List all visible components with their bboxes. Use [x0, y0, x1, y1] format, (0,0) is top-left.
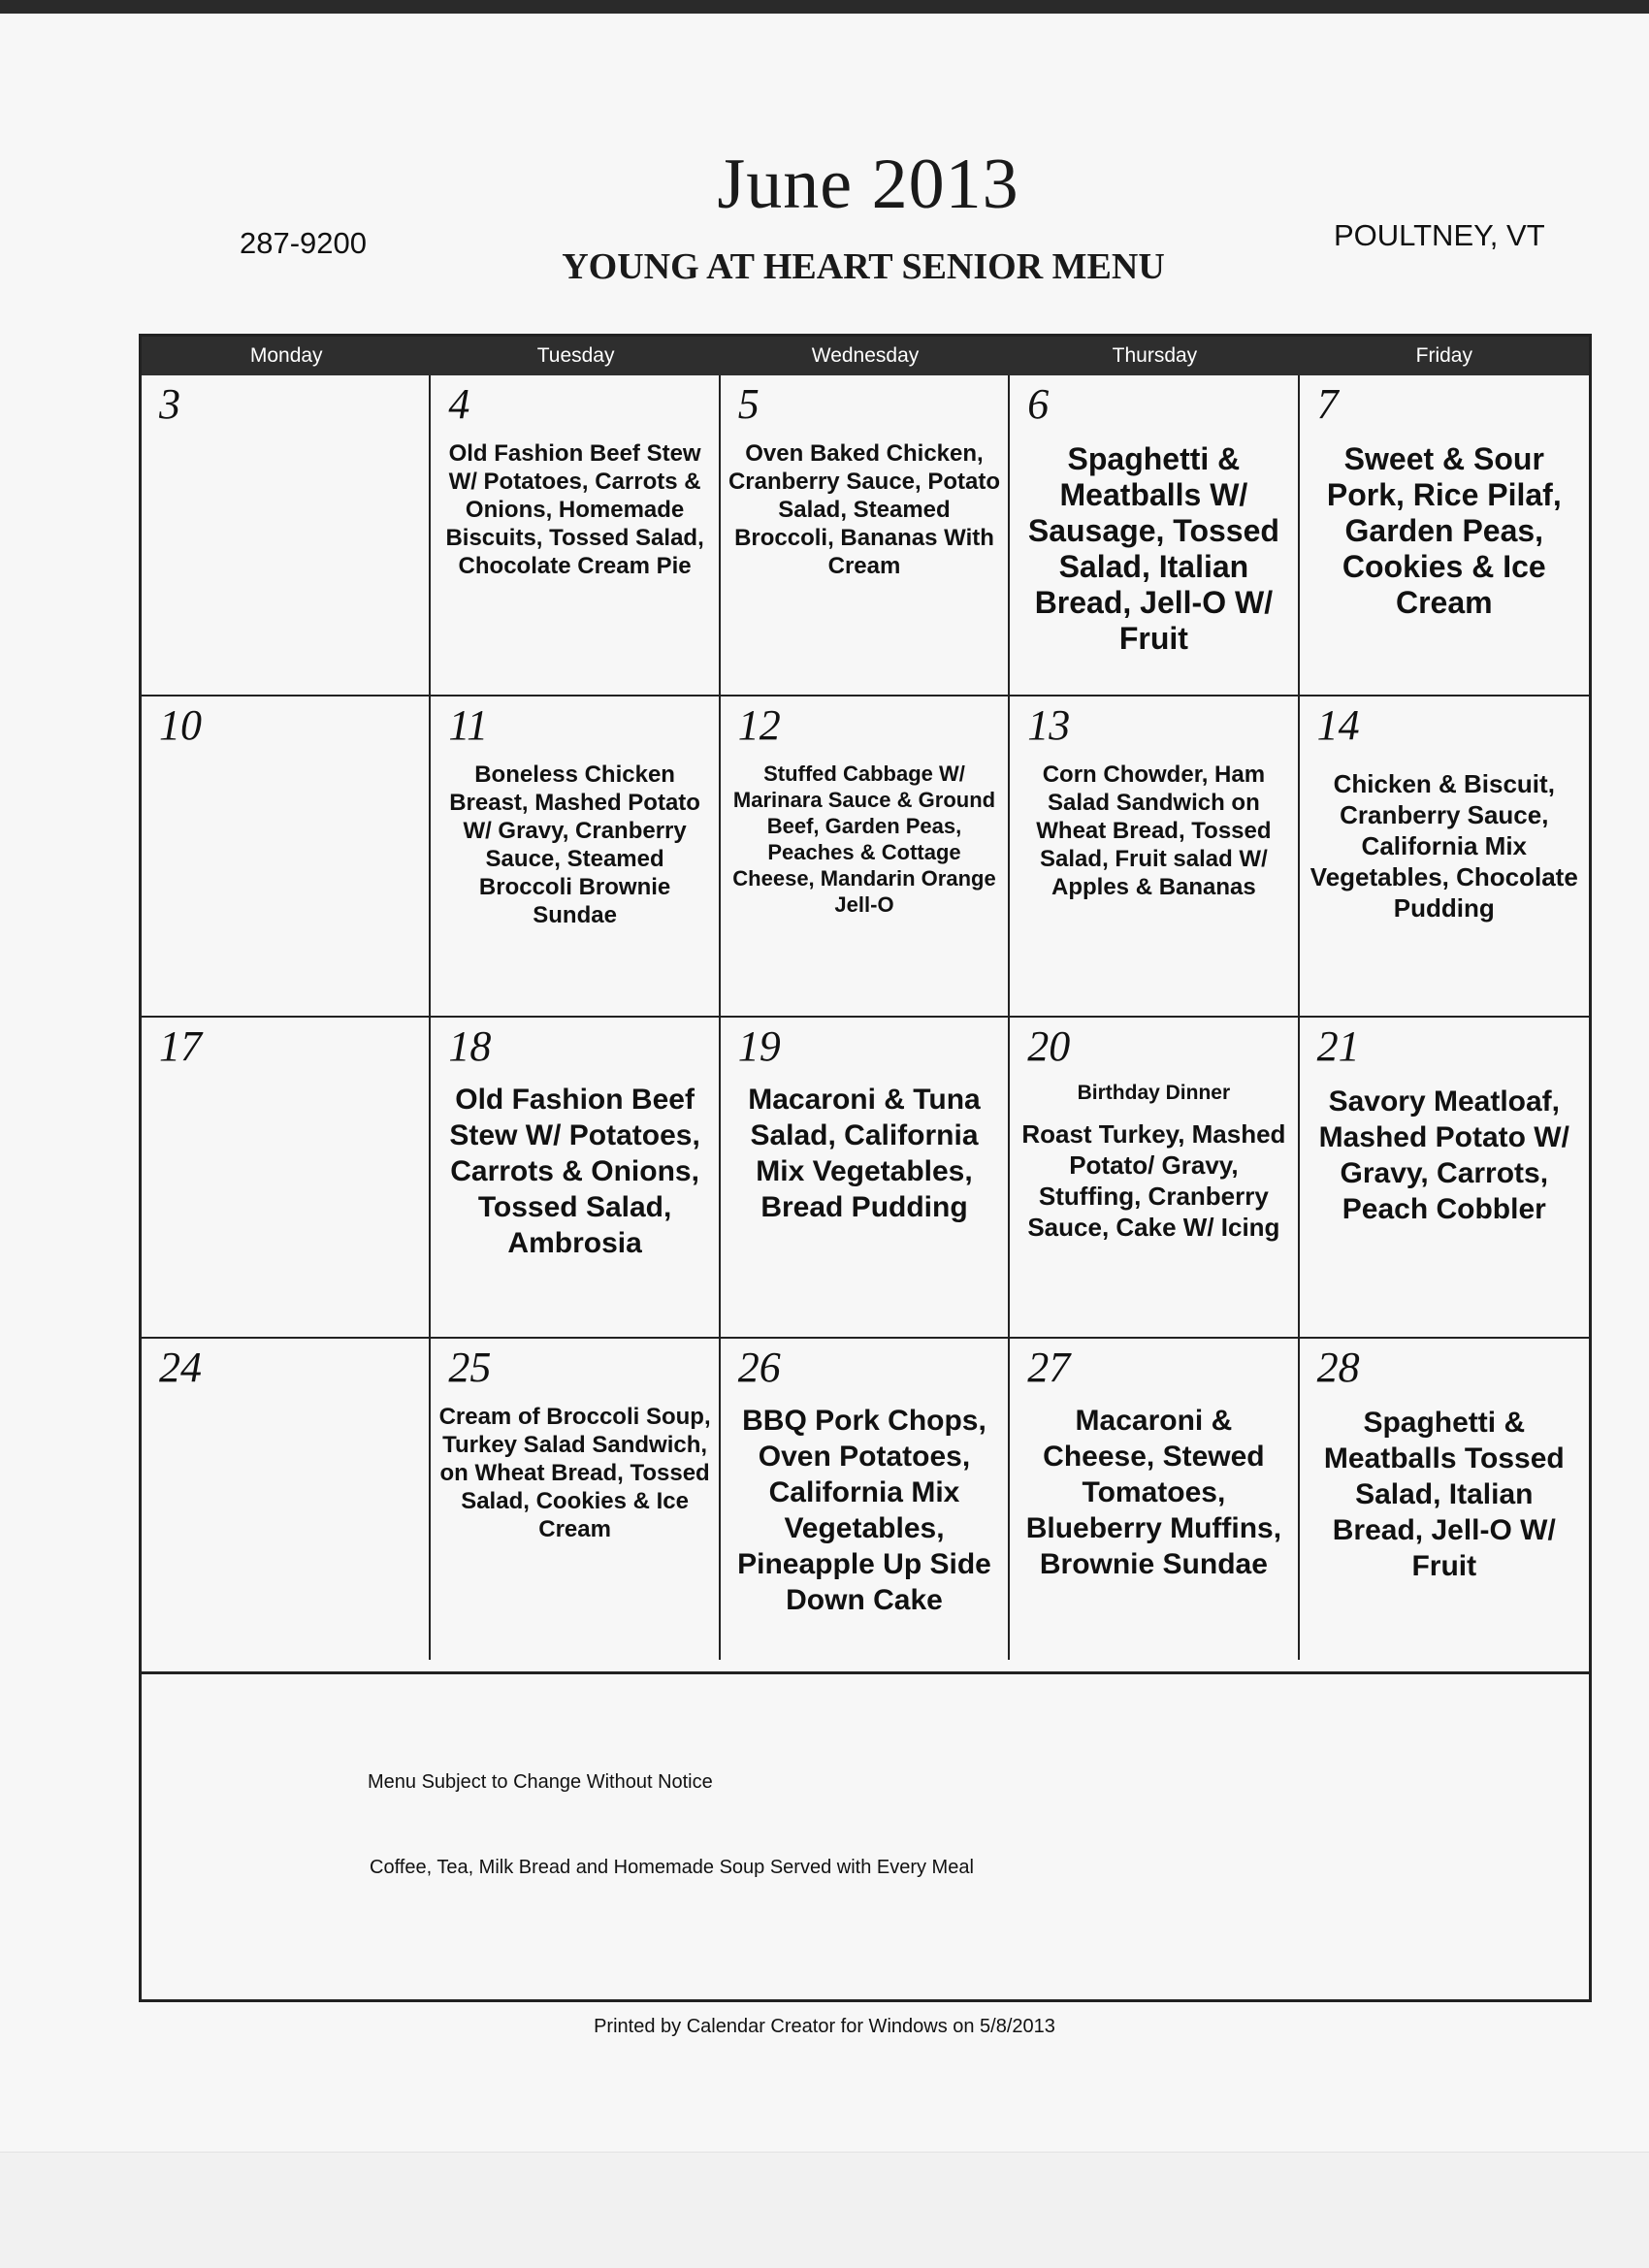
day-cell: [142, 375, 431, 697]
day-cell: [721, 1339, 1010, 1660]
day-cell: [1300, 1339, 1589, 1660]
day-cell: [1300, 375, 1589, 697]
day-cell: [1010, 375, 1299, 697]
calendar-grid: [142, 375, 1589, 1660]
meal-text: BBQ Pork Chops, Oven Potatoes, California Mix Vegetables, Pineapple Up Side Down Cake: [737, 1405, 991, 1616]
day-number: 20: [1027, 1022, 1071, 1070]
page-title: June 2013: [717, 145, 1019, 224]
day-number: 12: [737, 701, 781, 749]
day-cell: [142, 1339, 431, 1660]
day-cell: [1300, 697, 1589, 1018]
weekday-thursday: Thursday: [1112, 344, 1198, 367]
day-number: 26: [737, 1344, 781, 1391]
meal-text: Corn Chowder, Ham Salad Sandwich on Wheat Bread, Tossed Salad, Fruit salad W/ Apples & Bananas: [1036, 761, 1272, 900]
meal-text: Macaroni & Tuna Salad, California Mix Vegetables, Bread Pudding: [748, 1084, 981, 1223]
day-number: 13: [1027, 701, 1071, 749]
location: POULTNEY, VT: [1334, 218, 1545, 252]
notes-box: [142, 1671, 1589, 1999]
day-number: 17: [159, 1022, 202, 1070]
day-number: 7: [1316, 380, 1339, 428]
served-with-meal-note: Coffee, Tea, Milk Bread and Homemade Soup Served with Every Meal: [370, 1857, 974, 1878]
menu-change-notice: Menu Subject to Change Without Notice: [368, 1771, 713, 1793]
day-number: 21: [1316, 1022, 1360, 1070]
meal-text: Spaghetti & Meatballs Tossed Salad, Italian Bread, Jell-O W/ Fruit: [1323, 1407, 1565, 1582]
day-cell: [721, 697, 1010, 1018]
day-cell: [721, 375, 1010, 697]
day-number: 27: [1027, 1344, 1071, 1391]
menu-subtitle: YOUNG AT HEART SENIOR MENU: [562, 246, 1165, 287]
weekday-friday: Friday: [1415, 344, 1472, 367]
meal-text: Macaroni & Cheese, Stewed Tomatoes, Blueberry Muffins, Brownie Sundae: [1025, 1405, 1282, 1580]
meal-text: Spaghetti & Meatballs W/ Sausage, Tossed Salad, Italian Bread, Jell-O W/ Fruit: [1027, 441, 1279, 656]
meal-text: Savory Meatloaf, Mashed Potato W/ Gravy, Carrots, Peach Cobbler: [1318, 1085, 1569, 1225]
menu-calendar: [139, 334, 1592, 2002]
phone-number: 287-9200: [240, 226, 368, 260]
day-number: 28: [1316, 1344, 1360, 1391]
meal-text: Stuffed Cabbage W/ Marinara Sauce & Ground Beef, Garden Peas, Peaches & Cottage Cheese, Mandarin Orange Jell-O: [732, 761, 996, 917]
scan-top-edge: [0, 0, 1649, 14]
day-number: 24: [159, 1344, 202, 1391]
day-number: 18: [448, 1022, 492, 1070]
day-number: 4: [448, 380, 470, 428]
weekday-wednesday: Wednesday: [811, 344, 920, 367]
meal-text: Roast Turkey, Mashed Potato/ Gravy, Stuffing, Cranberry Sauce, Cake W/ Icing: [1021, 1119, 1286, 1242]
meal-text: Boneless Chicken Breast, Mashed Potato W/ Gravy, Cranberry Sauce, Steamed Broccoli Brownie Sundae: [449, 761, 700, 928]
day-cell: [1300, 1018, 1589, 1339]
meal-text: Old Fashion Beef Stew W/ Potatoes, Carrots & Onions, Homemade Biscuits, Tossed Salad, Chocolate Cream Pie: [445, 440, 704, 579]
meal-text: Sweet & Sour Pork, Rice Pilaf, Garden Peas, Cookies & Ice Cream: [1326, 441, 1562, 620]
day-number: 5: [737, 380, 760, 428]
weekday-header: [142, 337, 1589, 375]
birthday-meal: [1018, 1078, 1289, 1243]
weekday-monday: Monday: [249, 344, 323, 367]
day-cell: [142, 697, 431, 1018]
weekday-tuesday: Tuesday: [536, 344, 615, 367]
day-number: 25: [448, 1344, 492, 1391]
day-number: 6: [1027, 380, 1050, 428]
day-cell: [142, 1018, 431, 1339]
day-cell: [1010, 697, 1299, 1018]
day-cell: [431, 375, 720, 697]
day-number: 11: [448, 701, 489, 749]
meal-text: Chicken & Biscuit, Cranberry Sauce, California Mix Vegetables, Chocolate Pudding: [1310, 769, 1578, 923]
day-cell: [431, 1018, 720, 1339]
birthday-note: Birthday Dinner: [1077, 1082, 1231, 1104]
day-number: 19: [737, 1022, 781, 1070]
scan-bottom-edge: [0, 2152, 1649, 2268]
day-number: 10: [159, 701, 202, 749]
day-cell: [721, 1018, 1010, 1339]
day-number: 14: [1316, 701, 1360, 749]
day-cell: [431, 1339, 720, 1660]
meal-text: Old Fashion Beef Stew W/ Potatoes, Carrots & Onions, Tossed Salad, Ambrosia: [449, 1084, 700, 1259]
day-cell: [431, 697, 720, 1018]
meal-text: Oven Baked Chicken, Cranberry Sauce, Potato Salad, Steamed Broccoli, Bananas With Cream: [728, 440, 1001, 579]
day-cell: [1010, 1018, 1299, 1339]
printed-by-footer: Printed by Calendar Creator for Windows on 5/8/2013: [594, 2016, 1055, 2037]
meal-text: Cream of Broccoli Soup, Turkey Salad Sandwich, on Wheat Bread, Tossed Salad, Cookies & Ice Cream: [438, 1404, 711, 1542]
day-number: 3: [159, 380, 180, 428]
day-cell: [1010, 1339, 1299, 1660]
